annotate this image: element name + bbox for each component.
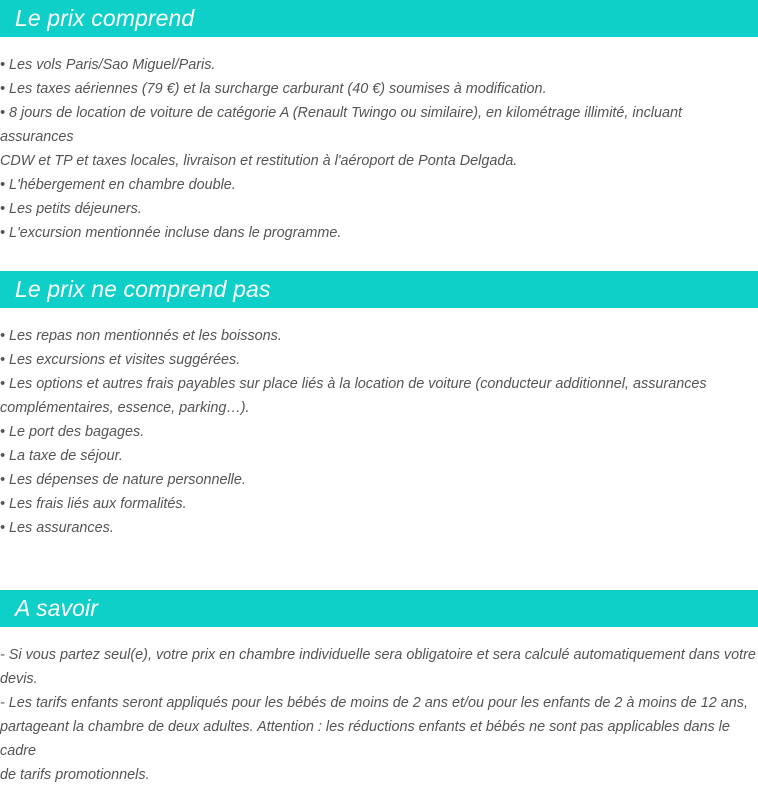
list-item: • L'hébergement en chambre double. (0, 177, 236, 193)
list-item: • Les options et autres frais payables sur place liés à la location de voiture (conducteur additionnel, assurances (0, 376, 707, 392)
list-item: • Les vols Paris/Sao Miguel/Paris. (0, 57, 216, 73)
list-item-continuation: devis. (0, 671, 38, 687)
list-item: - Si vous partez seul(e), votre prix en chambre individuelle sera obligatoire et sera calculé automatiquement dans votre (0, 647, 756, 663)
section-title: Le prix comprend (15, 5, 195, 31)
section-title: Le prix ne comprend pas (15, 276, 271, 302)
section-body (0, 324, 758, 540)
section-header (0, 271, 758, 308)
section-price-includes (0, 0, 758, 245)
list-item: • Les taxes aériennes (79 €) et la surcharge carburant (40 €) soumises à modification. (0, 81, 547, 97)
list-item-continuation: de tarifs promotionnels. (0, 767, 150, 783)
section-body (0, 53, 758, 245)
list-item: • L'excursion mentionnée incluse dans le programme. (0, 225, 342, 241)
list-item-continuation: partageant la chambre de deux adultes. Attention : les réductions enfants et bébés ne sont pas applicables dans le cadre (0, 719, 730, 759)
list-item: • Les excursions et visites suggérées. (0, 352, 241, 368)
list-item-continuation: CDW et TP et taxes locales, livraison et restitution à l'aéroport de Ponta Delgada. (0, 153, 518, 169)
list-item: • Les repas non mentionnés et les boissons. (0, 328, 282, 344)
section-title: A savoir (15, 595, 99, 621)
list-item: • 8 jours de location de voiture de catégorie A (Renault Twingo ou similaire), en kilométrage illimité, incluant assurances (0, 105, 682, 145)
list-item: - Les tarifs enfants seront appliqués pour les bébés de moins de 2 ans et/ou pour les enfants de 2 à moins de 12 ans, (0, 695, 748, 711)
list-item: • La taxe de séjour. (0, 448, 123, 464)
list-item: • Les dépenses de nature personnelle. (0, 472, 246, 488)
section-body (0, 643, 758, 787)
section-price-excludes (0, 271, 758, 540)
list-item: • Le port des bagages. (0, 424, 145, 440)
list-item: • Les frais liés aux formalités. (0, 496, 187, 512)
list-item: • Les assurances. (0, 520, 114, 536)
section-good-to-know (0, 590, 758, 787)
list-item: • Les petits déjeuners. (0, 201, 142, 217)
list-item-continuation: complémentaires, essence, parking…). (0, 400, 250, 416)
section-header (0, 0, 758, 37)
section-header (0, 590, 758, 627)
